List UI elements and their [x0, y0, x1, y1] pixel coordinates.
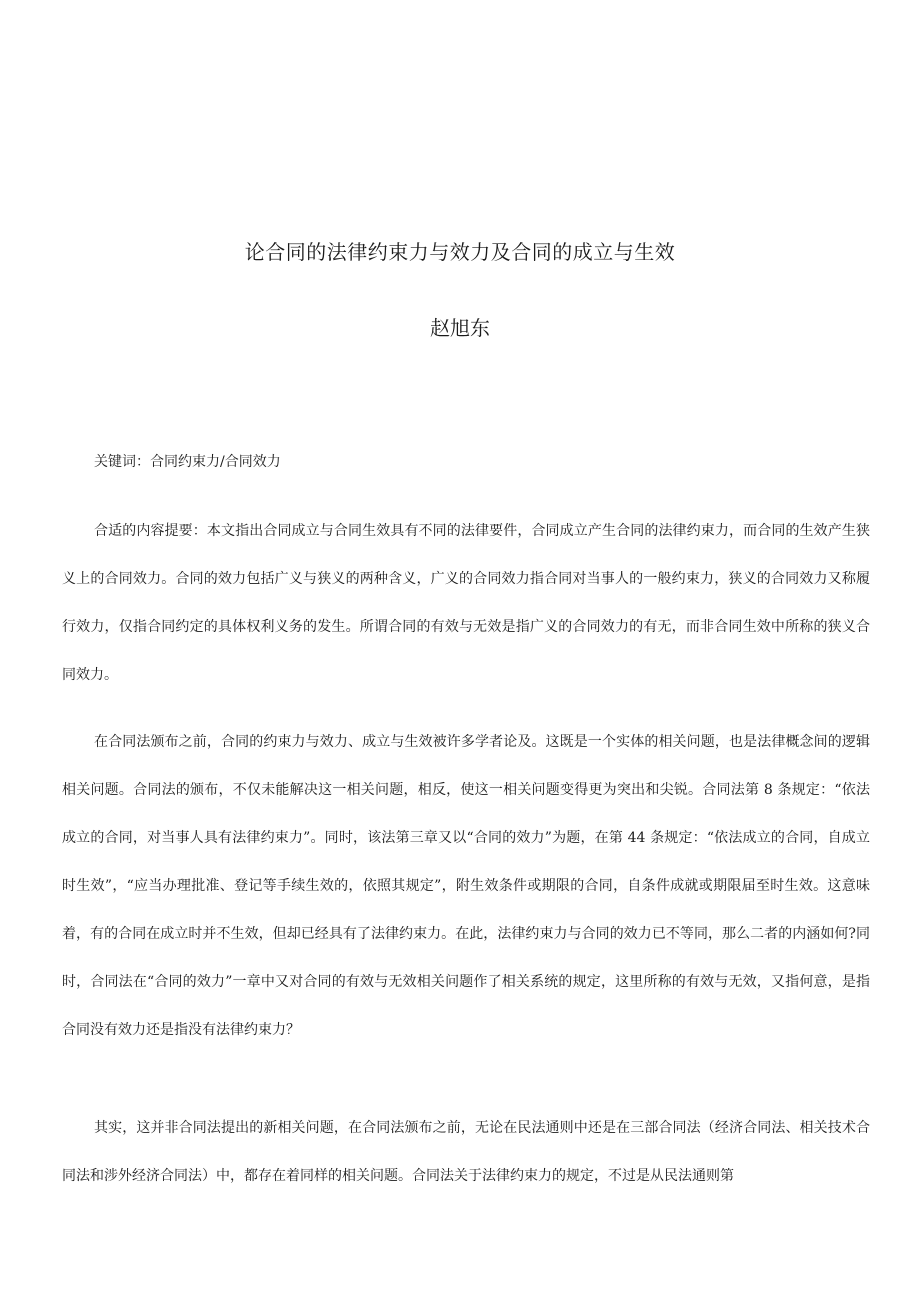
body-paragraph-1: 在合同法颁布之前，合同的约束力与效力、成立与生效被许多学者论及。这既是一个实体的相关问题，也是法律概念间的逻辑相关问题。合同法的颁布，不仅未能解决这一相关问题，相反，使这一相关问题变得更为突出和尖锐。合同法第 8 条规定：“依法成立的合同，对当事人具有法律约束力”。同时，该法第三章又以“合同的效力”为题，在第 44 条规定：“依法成立的合同，自成立时生效”，“应当办理批准、登记等手续生效的，依照其规定”，附生效条件或期限的合同，自条件成就或期限届至时生效。这意味着，有的合同在成立时并不生效，但却已经具有了法律约束力。在此，法律约束力与合同的效力已不等同，那么二者的内涵如何?同时，合同法在“合同的效力”一章中又对合同的有效与无效相关问题作了相关系统的规定，这里所称的有效与无效，又指何意，是指合同没有效力还是指没有法律约束力？ [62, 734, 870, 1038]
keywords-line: 关键词：合同约束力/合同效力 [94, 454, 281, 470]
document-author: 赵旭东 [430, 316, 490, 340]
body-paragraph-2: 其实，这并非合同法提出的新相关问题，在合同法颁布之前，无论在民法通则中还是在三部合同法（经济合同法、相关技术合同法和涉外经济合同法）中，都存在着同样的相关问题。合同法关于法律约束力的规定，不过是从民法通则第 [62, 1120, 870, 1184]
abstract-paragraph: 合适的内容提要：本文指出合同成立与合同生效具有不同的法律要件，合同成立产生合同的法律约束力，而合同的生效产生狭义上的合同效力。合同的效力包括广义与狭义的两种含义，广义的合同效力指合同对当事人的一般约束力，狭义的合同效力又称履行效力，仅指合同约定的具体权利义务的发生。所谓合同的有效与无效是指广义的合同效力的有无，而非合同生效中所称的狭义合同效力。 [62, 523, 870, 683]
document-title: 论合同的法律约束力与效力及合同的成立与生效 [244, 240, 676, 264]
